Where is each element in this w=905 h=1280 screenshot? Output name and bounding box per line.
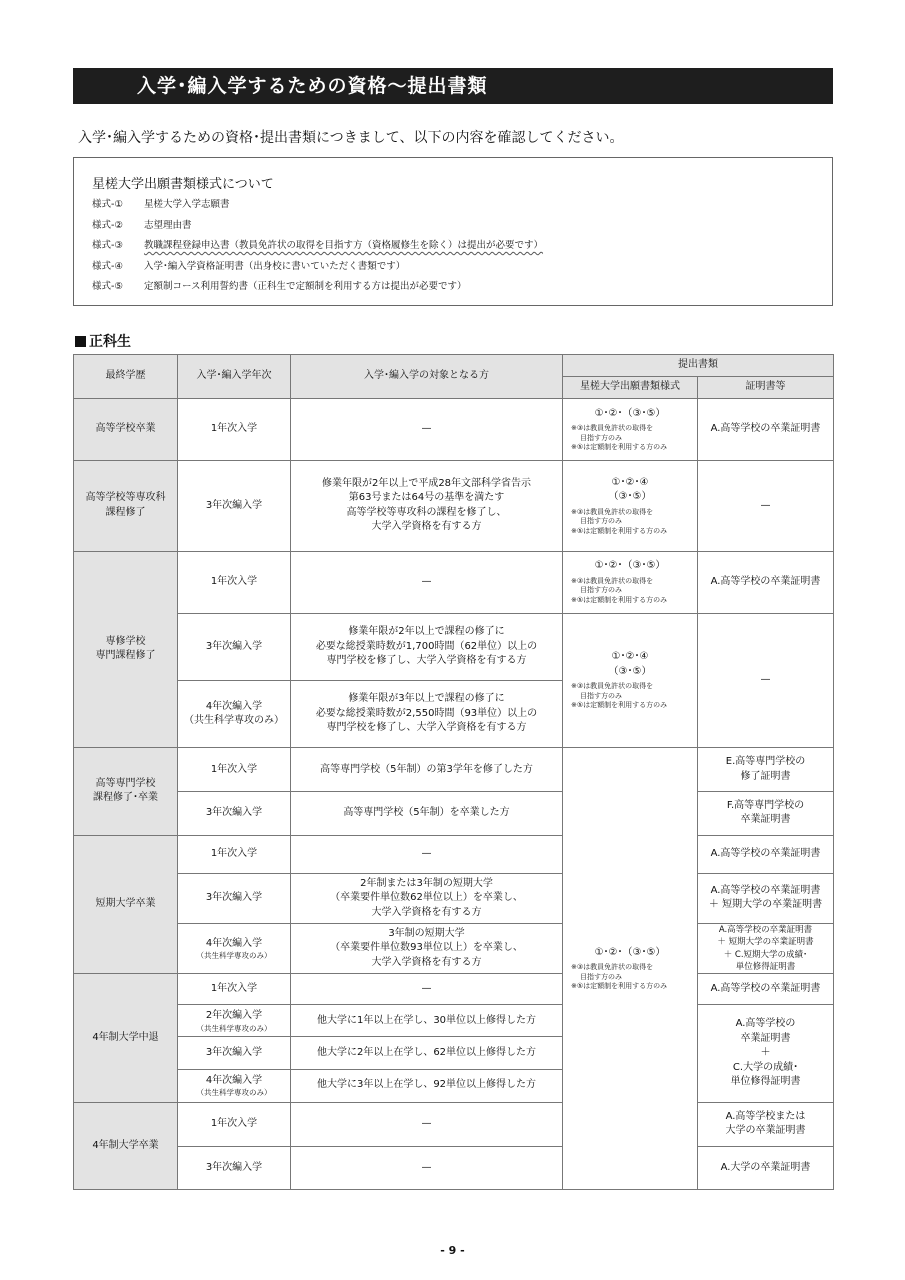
note-line: ※⑤は定額制を利用する方のみ (571, 526, 668, 535)
note-line: ※⑤は定額制を利用する方のみ (571, 701, 668, 710)
edu-cell (74, 748, 178, 835)
target-line: 修業年限が2年以上で課程の修了に (348, 626, 505, 638)
table-row (74, 1146, 834, 1189)
table-row (74, 551, 834, 613)
cert-cell: — (698, 613, 834, 747)
target-cell: — (291, 1146, 563, 1189)
target-line: 大学入学資格を有する方 (371, 906, 482, 918)
note-line: ※③は教員免許状の取得を (571, 682, 654, 691)
year-cell (178, 1069, 291, 1102)
forms-value: （③･⑤） (608, 665, 652, 677)
table-row (74, 748, 834, 792)
target-line: 修業年限が2年以上で平成28年文部科学省告示 (321, 477, 532, 489)
requirements-table (73, 354, 834, 1190)
form-code: 様式-③ (92, 240, 123, 251)
cert-line: A.高等学校または (725, 1110, 806, 1122)
edu-line: 専修学校 (105, 635, 146, 647)
year-line: （共生科学専攻のみ） (196, 951, 272, 961)
year-cell: 1年次入学 (178, 748, 291, 792)
square-bullet-icon (75, 336, 86, 347)
target-line: 高等学校等専攻科の課程を修了し、 (346, 506, 507, 518)
target-cell: 他大学に1年以上在学し、30単位以上修得した方 (291, 1005, 563, 1037)
target-line: 必要な総授業時数が2,550時間（93単位）以上の (315, 707, 538, 719)
cert-line: A.高等学校の (735, 1018, 796, 1030)
target-line: 専門学校を修了し、大学入学資格を有する方 (326, 722, 527, 734)
year-line: 2年次編入学 (205, 1010, 263, 1022)
cert-line: 卒業証明書 (740, 1032, 791, 1044)
target-cell (291, 461, 563, 551)
form-code: 様式-⑤ (92, 281, 123, 292)
table-row (74, 974, 834, 1005)
cert-line: E.高等専門学校の (725, 756, 806, 768)
target-cell: — (291, 974, 563, 1005)
edu-cell: 高等学校卒業 (74, 399, 178, 461)
forms-info-title: 星槎大学出願書類様式について (92, 177, 274, 192)
forms-info-box (73, 157, 833, 306)
form-code: 様式-④ (92, 260, 123, 272)
section-heading (75, 331, 131, 351)
year-cell: 1年次入学 (178, 399, 291, 461)
year-cell (178, 1005, 291, 1037)
year-cell: 3年次編入学 (178, 461, 291, 551)
cert-cell (698, 748, 834, 792)
forms-value: ①･②･④ (611, 651, 649, 663)
note-line: 目指す方のみ (580, 972, 622, 981)
target-cell (291, 681, 563, 748)
header-year: 入学･編入学年次 (178, 355, 291, 399)
target-line: （卒業要件単位数62単位以上）を卒業し、 (330, 892, 523, 903)
year-line: （共生科学専攻のみ） (196, 1088, 272, 1098)
header-edu: 最終学歴 (74, 355, 178, 399)
target-line: 2年制または3年制の短期大学 (360, 877, 493, 889)
form-code: 様式-② (92, 219, 123, 231)
year-line: （共生科学専攻のみ） (184, 715, 284, 727)
cert-cell (698, 1102, 834, 1146)
cert-line: ＋ 短期大学の卒業証明書 (717, 937, 814, 948)
note-line: ※③は教員免許状の取得を (571, 963, 654, 972)
forms-note (571, 577, 689, 605)
note-line: ※⑤は定額制を利用する方のみ (571, 595, 668, 604)
header-cert: 証明書等 (698, 377, 834, 399)
forms-list-item (92, 260, 543, 281)
note-line: 目指す方のみ (580, 517, 622, 526)
cert-line: 卒業証明書 (740, 814, 791, 826)
forms-note (571, 424, 689, 452)
table-row (74, 399, 834, 461)
forms-value: ①･②･（③･⑤） (594, 407, 666, 419)
table-row (74, 1005, 834, 1037)
forms-note (571, 963, 689, 991)
cert-line: 単位修得証明書 (735, 961, 796, 972)
cert-cell: A.高等学校の卒業証明書 (698, 551, 834, 613)
header-submit: 提出書類 (563, 355, 834, 377)
year-cell: 1年次入学 (178, 835, 291, 873)
year-cell: 1年次入学 (178, 1102, 291, 1146)
table-row (74, 835, 834, 873)
cert-line: ＋ C.短期大学の成績･ (723, 949, 808, 960)
cert-line: A.高等学校の卒業証明書 (718, 924, 813, 935)
cert-line: F.高等専門学校の (726, 799, 805, 811)
cert-cell: A.高等学校の卒業証明書 (698, 399, 834, 461)
year-cell: 3年次編入学 (178, 873, 291, 923)
forms-cell (563, 399, 698, 461)
cert-line: 大学の卒業証明書 (725, 1125, 806, 1137)
target-line: 修業年限が3年以上で課程の修了に (348, 693, 505, 705)
target-cell: — (291, 551, 563, 613)
target-cell: 他大学に2年以上在学し、62単位以上修得した方 (291, 1037, 563, 1069)
target-cell (291, 613, 563, 680)
table-row (74, 1102, 834, 1146)
table-row (74, 461, 834, 551)
year-line: 4年次編入学 (205, 700, 263, 712)
forms-value: ①･②･（③･⑤） (594, 946, 666, 958)
year-cell: 3年次編入学 (178, 613, 291, 680)
edu-cell: 4年制大学卒業 (74, 1102, 178, 1189)
section-heading-text: 正科生 (89, 334, 131, 350)
table-row (74, 792, 834, 835)
forms-value: ①･②･（③･⑤） (594, 560, 666, 572)
target-line: 大学入学資格を有する方 (371, 521, 482, 533)
cert-cell: A.高等学校の卒業証明書 (698, 974, 834, 1005)
target-cell: 高等専門学校（5年制）を卒業した方 (291, 792, 563, 835)
year-cell: 1年次入学 (178, 551, 291, 613)
edu-cell (74, 461, 178, 551)
edu-line: 専門課程修了 (95, 650, 156, 662)
page-number: - 9 - (440, 1244, 465, 1257)
cert-line: ＋ (760, 1047, 771, 1059)
cert-cell (698, 1005, 834, 1102)
year-cell: 3年次編入学 (178, 1146, 291, 1189)
target-cell: — (291, 399, 563, 461)
form-label: 教職課程登録申込書（教員免許状の取得を目指す方（資格履修生を除く）は提出が必要です） (144, 240, 544, 251)
forms-cell (563, 748, 698, 1190)
forms-cell (563, 551, 698, 613)
cert-line: C.大学の成績･ (732, 1061, 799, 1073)
edu-line: 課程修了･卒業 (93, 792, 158, 804)
note-line: ※⑤は定額制を利用する方のみ (571, 443, 668, 452)
form-code: 様式-① (92, 199, 123, 210)
target-cell: — (291, 835, 563, 873)
forms-value: ①･②･④ (611, 476, 649, 488)
year-line: 4年次編入学 (205, 1074, 263, 1086)
note-line: 目指す方のみ (580, 433, 622, 442)
page-title: 入学･編入学するための資格～提出書類 (73, 68, 833, 104)
edu-line: 高等専門学校 (95, 777, 156, 789)
forms-value: （③･⑤） (608, 491, 652, 503)
year-cell: 3年次編入学 (178, 1037, 291, 1069)
table-row (74, 873, 834, 923)
year-cell: 3年次編入学 (178, 792, 291, 835)
edu-line: 高等学校等専攻科 (85, 492, 166, 504)
forms-list-item (92, 280, 543, 301)
year-cell: 1年次入学 (178, 974, 291, 1005)
cert-line: 単位修得証明書 (730, 1076, 801, 1088)
forms-cell (563, 613, 698, 747)
target-cell: 他大学に3年以上在学し、92単位以上修得した方 (291, 1069, 563, 1102)
cert-cell: A.大学の卒業証明書 (698, 1146, 834, 1189)
header-forms: 星槎大学出願書類様式 (563, 377, 698, 399)
forms-list-item (92, 239, 543, 260)
cert-line: A.高等学校の卒業証明書 (710, 884, 821, 896)
forms-list (92, 198, 543, 301)
target-line: 専門学校を修了し、大学入学資格を有する方 (326, 655, 527, 667)
forms-list-item (92, 198, 543, 219)
cert-cell (698, 792, 834, 835)
forms-note (571, 682, 689, 710)
intro-text: 入学･編入学するための資格･提出書類につきまして、以下の内容を確認してください。 (78, 130, 624, 146)
table-row (74, 613, 834, 680)
cert-cell (698, 873, 834, 923)
target-line: 3年制の短期大学 (388, 927, 465, 939)
note-line: 目指す方のみ (580, 586, 622, 595)
cert-cell: A.高等学校の卒業証明書 (698, 835, 834, 873)
year-cell (178, 681, 291, 748)
forms-note (571, 508, 689, 536)
form-label: 入学･編入学資格証明書（出身校に書いていただく書類です） (144, 260, 406, 272)
note-line: ※③は教員免許状の取得を (571, 424, 654, 433)
form-label: 志望理由書 (144, 219, 192, 231)
target-line: 必要な総授業時数が1,700時間（62単位）以上の (315, 640, 538, 652)
edu-cell (74, 551, 178, 748)
target-cell (291, 873, 563, 923)
header-target: 入学･編入学の対象となる方 (291, 355, 563, 399)
edu-cell: 4年制大学中退 (74, 974, 178, 1102)
table-row (74, 923, 834, 973)
forms-list-item (92, 219, 543, 240)
forms-cell (563, 461, 698, 551)
note-line: ※③は教員免許状の取得を (571, 507, 654, 516)
target-line: 大学入学資格を有する方 (371, 956, 482, 968)
edu-line: 課程修了 (105, 506, 146, 518)
edu-cell: 短期大学卒業 (74, 835, 178, 974)
target-line: （卒業要件単位数93単位以上）を卒業し、 (330, 942, 523, 954)
cert-cell (698, 923, 834, 973)
cert-line: ＋ 短期大学の卒業証明書 (708, 899, 823, 911)
year-line: 4年次編入学 (205, 937, 263, 949)
year-cell (178, 923, 291, 973)
target-line: 第63号または64号の基準を満たす (348, 492, 505, 504)
note-line: ※⑤は定額制を利用する方のみ (571, 982, 668, 991)
cert-line: 修了証明書 (740, 770, 791, 782)
target-cell: — (291, 1102, 563, 1146)
form-label: 星槎大学入学志願書 (144, 199, 230, 210)
target-cell (291, 923, 563, 973)
form-label: 定額制コース利用誓約書（正科生で定額制を利用する方は提出が必要です） (144, 281, 467, 292)
target-cell: 高等専門学校（5年制）の第3学年を修了した方 (291, 748, 563, 792)
note-line: ※③は教員免許状の取得を (571, 576, 654, 585)
cert-cell: — (698, 461, 834, 551)
year-line: （共生科学専攻のみ） (196, 1023, 272, 1033)
note-line: 目指す方のみ (580, 691, 622, 700)
